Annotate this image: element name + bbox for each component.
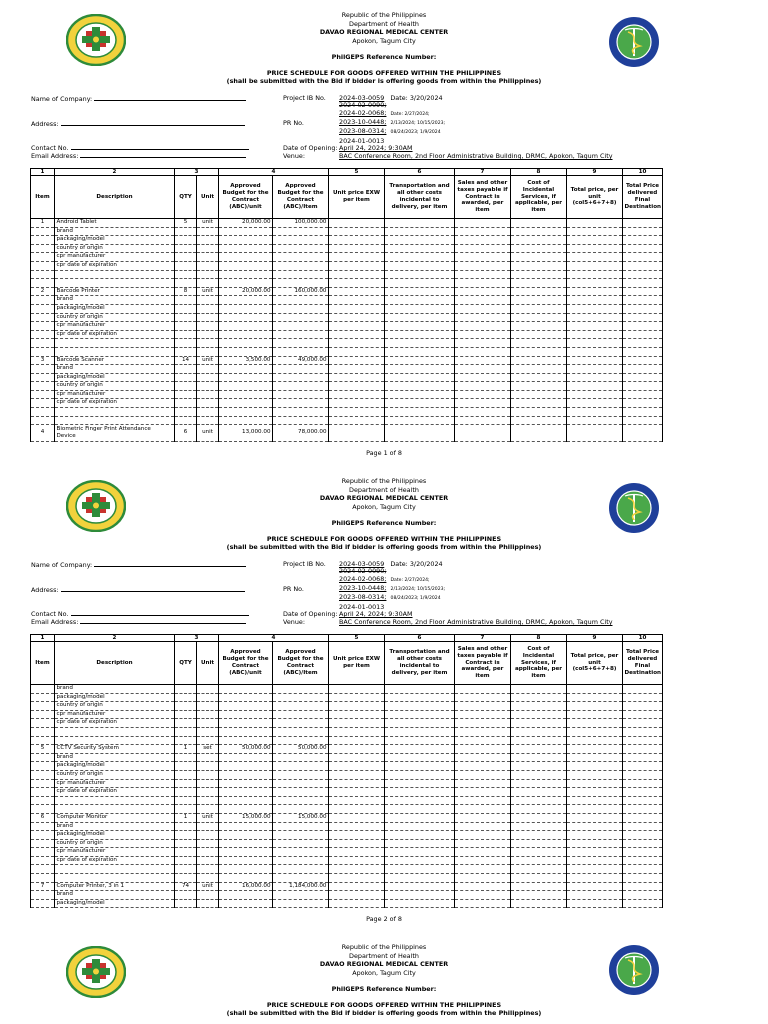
detail-manufacturer[interactable]: cpr manufacturer (55, 253, 175, 262)
venue-label: Venue: (283, 152, 305, 160)
ref-3: 2023-10-0448; (339, 584, 387, 592)
page-title: PRICE SCHEDULE FOR GOODS OFFERED WITHIN THE PHILIPPINES (266, 69, 502, 77)
total-final-cell[interactable] (623, 813, 663, 822)
col-header-abc-item: Approved Budget for the Contract (ABC)/Item (273, 176, 329, 219)
tax-cell[interactable] (455, 882, 511, 891)
email-label: Email Address: (31, 152, 79, 160)
project-label: Project IB No. (283, 560, 326, 568)
page-subtitle: (shall be submitted with the Bid if bidder is offering goods from within the Philippines) (226, 1009, 542, 1017)
table-row-detail (31, 227, 663, 236)
table-row-detail (31, 330, 663, 339)
contact-label: Contact No. (31, 610, 69, 618)
ref-2-date: Date: 2/27/2024; (390, 112, 430, 117)
col-header-qty: QTY (175, 642, 197, 685)
item-abc-item: 15,000.00 (273, 813, 329, 822)
table-row-detail (31, 753, 663, 762)
exw-cell[interactable] (329, 745, 385, 754)
page-title: PRICE SCHEDULE FOR GOODS OFFERED WITHIN THE PHILIPPINES (266, 535, 502, 543)
item-abc-unit: 16,000.00 (219, 882, 273, 891)
item-abc-item: 100,000.00 (273, 219, 329, 228)
col-num: 1 (31, 635, 55, 642)
tax-cell[interactable] (455, 356, 511, 365)
hospital-name: DAVAO REGIONAL MEDICAL CENTER (319, 960, 449, 969)
table-row-blank (31, 416, 663, 425)
ref-1: 2024-02-0090; (339, 101, 387, 109)
item-desc: Barcode Scanner (55, 356, 175, 365)
item-qty: 74 (175, 882, 197, 891)
detail-manufacturer[interactable]: cpr manufacturer (55, 322, 175, 331)
detail-expiration[interactable]: cpr date of expiration (55, 330, 175, 339)
col-header-sales-tax: Sales and other taxes payable if Contract is awarded, per item (455, 642, 511, 685)
transport-cell[interactable] (385, 882, 455, 891)
transport-cell[interactable] (385, 425, 455, 442)
table-row-detail (31, 839, 663, 848)
detail-brand[interactable]: brand (55, 891, 175, 900)
opening-date: April 24, 2024; 9:30AM (339, 610, 413, 618)
table-row-detail (31, 848, 663, 857)
ref-4-date: 08/24/2023; 1/9/2024 (390, 596, 441, 601)
col-header-abc-item: Approved Budget for the Contract (ABC)/Item (273, 642, 329, 685)
detail-manufacturer[interactable]: cpr manufacturer (55, 710, 175, 719)
table-row-detail (31, 296, 663, 305)
item-unit: unit (197, 813, 219, 822)
col-header-sales-tax: Sales and other taxes payable if Contract is awarded, per item (455, 176, 511, 219)
ref-1: 2024-02-0090; (339, 567, 387, 575)
table-row-detail (31, 322, 663, 331)
total-final-cell[interactable] (623, 219, 663, 228)
table-row-blank (31, 736, 663, 745)
table-row-item (31, 425, 663, 442)
detail-brand[interactable]: brand (55, 822, 175, 831)
detail-country[interactable]: country of origin (55, 313, 175, 322)
detail-country[interactable]: country of origin (55, 839, 175, 848)
exw-cell[interactable] (329, 813, 385, 822)
col-header-item: Item (31, 176, 55, 219)
philgeps-label: PhilGEPS Reference Number: (331, 53, 437, 62)
item-abc-unit: 20,000.00 (219, 219, 273, 228)
transport-cell[interactable] (385, 356, 455, 365)
table-row-item (31, 356, 663, 365)
item-abc-item: 78,000.00 (273, 425, 329, 442)
table-row-detail (31, 390, 663, 399)
col-num: 8 (511, 169, 567, 176)
company-label: Name of Company: (31, 95, 93, 103)
ref-4: 2023-08-0314; (339, 127, 387, 135)
table-row-detail (31, 399, 663, 408)
venue-text: BAC Conference Room, 2nd Floor Administrative Building, DRMC, Apokon, Tagum City (339, 152, 613, 160)
table-row-blank (31, 279, 663, 288)
exw-cell[interactable] (329, 287, 385, 296)
item-no: 4 (31, 425, 55, 442)
total-unit-cell[interactable] (567, 745, 623, 754)
department-text: Department of Health (349, 951, 419, 960)
item-unit: unit (197, 425, 219, 442)
page-subtitle: (shall be submitted with the Bid if bidder is offering goods from within the Philippines) (226, 77, 542, 85)
total-unit-cell[interactable] (567, 356, 623, 365)
item-no: 7 (31, 882, 55, 891)
incidental-cell[interactable] (511, 813, 567, 822)
item-desc: Barcode Printer (55, 287, 175, 296)
email-field[interactable] (80, 617, 246, 624)
address-label: Address: (31, 586, 59, 594)
detail-country[interactable]: country of origin (55, 702, 175, 711)
contact-field[interactable] (71, 609, 249, 616)
col-num: 4 (219, 169, 329, 176)
item-no: 2 (31, 287, 55, 296)
email-field[interactable] (80, 151, 246, 158)
hospital-address: Apokon, Tagum City (352, 36, 416, 45)
exw-cell[interactable] (329, 425, 385, 442)
item-abc-unit: 50,000.00 (219, 745, 273, 754)
detail-brand[interactable]: brand (55, 685, 175, 694)
item-desc: Biometric Finger Print Attendance (56, 426, 151, 433)
detail-brand[interactable]: brand (55, 753, 175, 762)
col-num: 7 (455, 635, 511, 642)
project-date: Date: 3/20/2024 (390, 560, 443, 568)
contact-field[interactable] (71, 143, 249, 150)
detail-brand[interactable]: brand (55, 227, 175, 236)
item-no: 5 (31, 745, 55, 754)
item-qty: 6 (175, 425, 197, 442)
item-abc-item: 160,000.00 (273, 287, 329, 296)
col-num: 10 (623, 635, 663, 642)
col-num: 3 (175, 169, 219, 176)
col-header-abc-unit: Approved Budget for the Contract (ABC)/unit (219, 176, 273, 219)
col-num: 7 (455, 169, 511, 176)
item-desc-2: Device (56, 433, 76, 440)
table-row-detail (31, 244, 663, 253)
item-abc-unit: 15,000.00 (219, 813, 273, 822)
project-no: 2024-03-0059 (339, 560, 385, 568)
total-unit-cell[interactable] (567, 219, 623, 228)
pr-label: PR No. (283, 119, 304, 127)
transport-cell[interactable] (385, 287, 455, 296)
tax-cell[interactable] (455, 745, 511, 754)
col-header-transport: Transportation and all other costs incidental to delivery, per item (385, 176, 455, 219)
incidental-cell[interactable] (511, 219, 567, 228)
col-header-qty: QTY (175, 176, 197, 219)
item-desc: CCTV Security System (55, 745, 175, 754)
ref-3-date: 2/13/2024; 10/15/2023; (390, 587, 446, 592)
table-row-blank (31, 874, 663, 883)
page-number: Page 2 of 8 (366, 915, 402, 923)
table-row-blank (31, 796, 663, 805)
col-header-exw: Unit price EXW per item (329, 642, 385, 685)
col-num: 9 (567, 635, 623, 642)
incidental-cell[interactable] (511, 745, 567, 754)
opening-label: Date of Opening: (283, 610, 338, 618)
table-row-detail (31, 313, 663, 322)
col-num: 4 (219, 635, 329, 642)
item-no: 1 (31, 219, 55, 228)
col-num: 1 (31, 169, 55, 176)
ref-4-date: 08/24/2023; 1/9/2024 (390, 130, 441, 135)
table-row-detail (31, 891, 663, 900)
col-num: 6 (385, 635, 455, 642)
item-qty: 14 (175, 356, 197, 365)
total-final-cell[interactable] (623, 882, 663, 891)
item-unit: unit (197, 287, 219, 296)
item-desc-cell (55, 425, 175, 442)
detail-packaging[interactable]: packaging/model (55, 762, 175, 771)
detail-manufacturer[interactable]: cpr manufacturer (55, 779, 175, 788)
item-desc: Android Tablet (55, 219, 175, 228)
tax-cell[interactable] (455, 219, 511, 228)
detail-packaging[interactable]: packaging/model (55, 304, 175, 313)
item-qty: 1 (175, 813, 197, 822)
item-qty: 5 (175, 219, 197, 228)
table-row-detail (31, 822, 663, 831)
table-row-detail (31, 373, 663, 382)
table-row-blank (31, 347, 663, 356)
table-row-detail (31, 261, 663, 270)
company-field[interactable] (94, 94, 246, 101)
republic-text: Republic of the Philippines (341, 11, 427, 19)
tax-cell[interactable] (455, 813, 511, 822)
table-row-detail (31, 236, 663, 245)
item-desc: Computer Monitor (55, 813, 175, 822)
total-unit-cell[interactable] (567, 287, 623, 296)
total-unit-cell[interactable] (567, 425, 623, 442)
detail-packaging[interactable]: packaging/model (55, 373, 175, 382)
table-row-blank (31, 727, 663, 736)
detail-brand[interactable]: brand (55, 296, 175, 305)
detail-manufacturer[interactable]: cpr manufacturer (55, 848, 175, 857)
opening-label: Date of Opening: (283, 144, 338, 152)
item-abc-unit: 13,000.00 (219, 425, 273, 442)
email-label: Email Address: (31, 618, 79, 626)
incidental-cell[interactable] (511, 287, 567, 296)
table-row-detail (31, 382, 663, 391)
ref-3: 2023-10-0448; (339, 118, 387, 126)
col-header-abc-unit: Approved Budget for the Contract (ABC)/unit (219, 642, 273, 685)
table-row-detail (31, 702, 663, 711)
ref-2-date: Date: 2/27/2024; (390, 578, 430, 583)
page-title: PRICE SCHEDULE FOR GOODS OFFERED WITHIN THE PHILIPPINES (266, 1001, 502, 1009)
detail-manufacturer[interactable]: cpr manufacturer (55, 390, 175, 399)
ref-4: 2023-08-0314; (339, 593, 387, 601)
table-row-detail (31, 365, 663, 374)
price-schedule-table (30, 634, 663, 908)
hospital-name: DAVAO REGIONAL MEDICAL CENTER (319, 494, 449, 503)
table-row-detail (31, 899, 663, 908)
col-num: 5 (329, 635, 385, 642)
col-num: 6 (385, 169, 455, 176)
col-header-incidental: Cost of Incidental Services, if applicable, per item (511, 176, 567, 219)
table-row-detail (31, 831, 663, 840)
incidental-cell[interactable] (511, 425, 567, 442)
table-row-blank (31, 805, 663, 814)
ref-5: 2024-01-0013 (339, 137, 385, 145)
table-row-detail (31, 779, 663, 788)
company-label: Name of Company: (31, 561, 93, 569)
detail-packaging[interactable]: packaging/model (55, 693, 175, 702)
total-final-cell[interactable] (623, 745, 663, 754)
col-header-transport: Transportation and all other costs incidental to delivery, per item (385, 642, 455, 685)
item-no: 3 (31, 356, 55, 365)
pr-label: PR No. (283, 585, 304, 593)
detail-country[interactable]: country of origin (55, 244, 175, 253)
transport-cell[interactable] (385, 813, 455, 822)
item-unit: unit (197, 219, 219, 228)
detail-brand[interactable]: brand (55, 365, 175, 374)
col-num: 2 (55, 169, 175, 176)
detail-packaging[interactable]: packaging/model (55, 236, 175, 245)
item-unit: set (197, 745, 219, 754)
col-num: 9 (567, 169, 623, 176)
hospital-address: Apokon, Tagum City (352, 968, 416, 977)
col-num: 5 (329, 169, 385, 176)
total-unit-cell[interactable] (567, 813, 623, 822)
item-abc-unit: 3,500.00 (219, 356, 273, 365)
page-3 (0, 932, 768, 1024)
transport-cell[interactable] (385, 219, 455, 228)
detail-country[interactable]: country of origin (55, 770, 175, 779)
table-row-detail (31, 710, 663, 719)
table-row-detail (31, 253, 663, 262)
hospital-name: DAVAO REGIONAL MEDICAL CENTER (319, 28, 449, 37)
ref-2: 2024-02-0068; (339, 575, 387, 583)
address-field[interactable] (61, 585, 245, 592)
col-num: 10 (623, 169, 663, 176)
col-header-unit: Unit (197, 176, 219, 219)
table-row-detail (31, 719, 663, 728)
item-abc-unit: 20,000.00 (219, 287, 273, 296)
detail-expiration[interactable]: cpr date of expiration (55, 719, 175, 728)
transport-cell[interactable] (385, 745, 455, 754)
page-subtitle: (shall be submitted with the Bid if bidder is offering goods from within the Philippines) (226, 543, 542, 551)
table-row-detail (31, 770, 663, 779)
exw-cell[interactable] (329, 882, 385, 891)
detail-expiration[interactable]: cpr date of expiration (55, 261, 175, 270)
contact-label: Contact No. (31, 144, 69, 152)
table-row-item (31, 882, 663, 891)
table-row-detail (31, 856, 663, 865)
item-unit: unit (197, 882, 219, 891)
col-header-unit: Unit (197, 642, 219, 685)
project-date: Date: 3/20/2024 (390, 94, 443, 102)
item-abc-item: 50,000.00 (273, 745, 329, 754)
table-row-blank (31, 408, 663, 417)
item-abc-item: 1,184,000.00 (273, 882, 329, 891)
exw-cell[interactable] (329, 356, 385, 365)
exw-cell[interactable] (329, 219, 385, 228)
item-unit: unit (197, 356, 219, 365)
item-qty: 1 (175, 745, 197, 754)
col-header-item: Item (31, 642, 55, 685)
item-no: 6 (31, 813, 55, 822)
total-final-cell[interactable] (623, 287, 663, 296)
philgeps-label: PhilGEPS Reference Number: (331, 985, 437, 994)
hospital-address: Apokon, Tagum City (352, 502, 416, 511)
total-unit-cell[interactable] (567, 882, 623, 891)
total-final-cell[interactable] (623, 356, 663, 365)
republic-text: Republic of the Philippines (341, 477, 427, 485)
table-row-detail (31, 693, 663, 702)
philgeps-label: PhilGEPS Reference Number: (331, 519, 437, 528)
col-num: 2 (55, 635, 175, 642)
detail-expiration[interactable]: cpr date of expiration (55, 788, 175, 797)
venue-text: BAC Conference Room, 2nd Floor Administrative Building, DRMC, Apokon, Tagum City (339, 618, 613, 626)
table-row-item (31, 813, 663, 822)
ref-5: 2024-01-0013 (339, 603, 385, 611)
project-no: 2024-03-0059 (339, 94, 385, 102)
incidental-cell[interactable] (511, 882, 567, 891)
table-row-item (31, 745, 663, 754)
ref-3-date: 2/13/2024; 10/15/2023; (390, 121, 446, 126)
detail-packaging[interactable]: packaging/model (55, 899, 175, 908)
detail-country[interactable]: country of origin (55, 382, 175, 391)
detail-packaging[interactable]: packaging/model (55, 831, 175, 840)
company-field[interactable] (94, 560, 246, 567)
address-label: Address: (31, 120, 59, 128)
department-text: Department of Health (349, 485, 419, 494)
republic-text: Republic of the Philippines (341, 943, 427, 951)
venue-label: Venue: (283, 618, 305, 626)
col-num: 8 (511, 635, 567, 642)
item-abc-item: 49,000.00 (273, 356, 329, 365)
address-field[interactable] (61, 119, 245, 126)
tax-cell[interactable] (455, 425, 511, 442)
table-row-detail (31, 762, 663, 771)
detail-expiration[interactable]: cpr date of expiration (55, 399, 175, 408)
table-row-item (31, 287, 663, 296)
col-header-total-final: Total Price delivered Final Destination (623, 642, 663, 685)
table-row-blank (31, 865, 663, 874)
col-header-description: Description (55, 176, 175, 219)
project-label: Project IB No. (283, 94, 326, 102)
col-header-description: Description (55, 642, 175, 685)
table-row-detail (31, 788, 663, 797)
table-row-detail (31, 685, 663, 694)
tax-cell[interactable] (455, 287, 511, 296)
opening-date: April 24, 2024; 9:30AM (339, 144, 413, 152)
col-header-total-unit: Total price, per unit (col5+6+7+8) (567, 642, 623, 685)
ref-2: 2024-02-0068; (339, 109, 387, 117)
page-number: Page 1 of 8 (366, 449, 402, 457)
incidental-cell[interactable] (511, 356, 567, 365)
col-header-exw: Unit price EXW per item (329, 176, 385, 219)
department-text: Department of Health (349, 19, 419, 28)
item-qty: 8 (175, 287, 197, 296)
table-row-item (31, 219, 663, 228)
table-row-detail (31, 304, 663, 313)
table-row-blank (31, 339, 663, 348)
detail-expiration[interactable]: cpr date of expiration (55, 856, 175, 865)
total-final-cell[interactable] (623, 425, 663, 442)
col-header-incidental: Cost of Incidental Services, if applicable, per item (511, 642, 567, 685)
item-desc: Computer Printer, 3 in 1 (55, 882, 175, 891)
col-header-total-unit: Total price, per unit (col5+6+7+8) (567, 176, 623, 219)
col-header-total-final: Total Price delivered Final Destination (623, 176, 663, 219)
col-num: 3 (175, 635, 219, 642)
table-row-blank (31, 270, 663, 279)
price-schedule-table (30, 168, 663, 442)
